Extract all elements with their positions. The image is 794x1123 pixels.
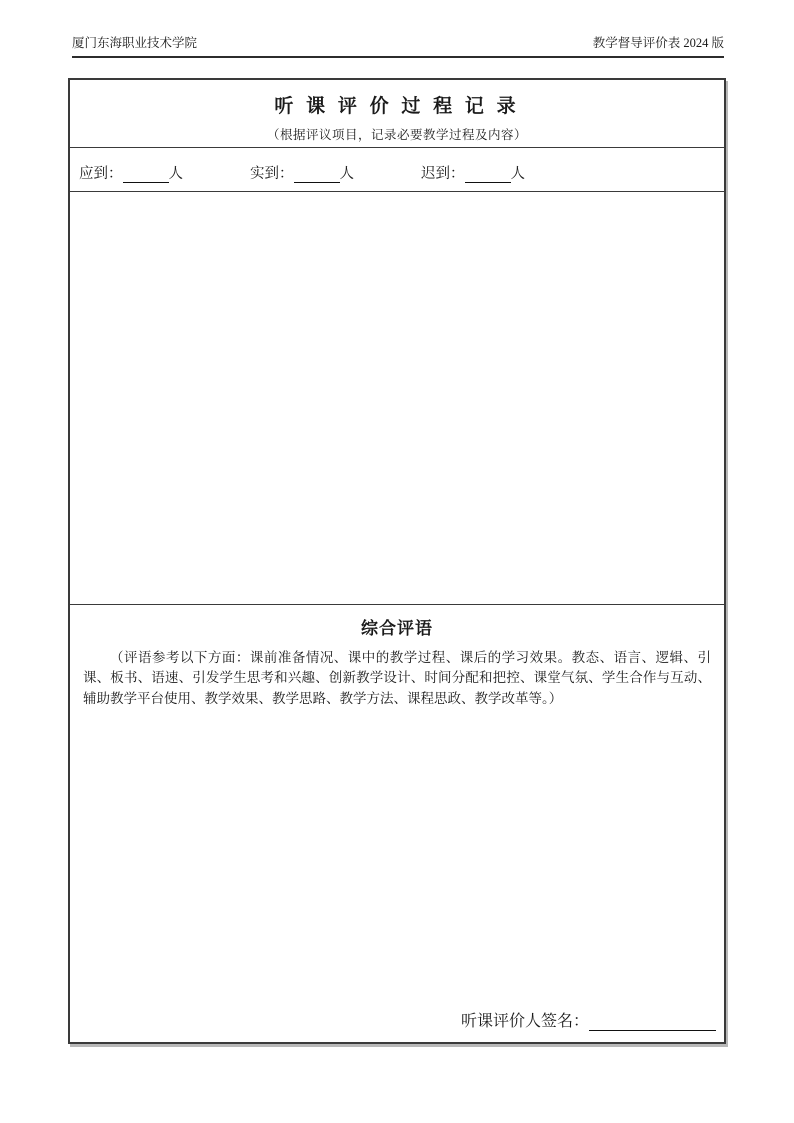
attendance-row <box>70 148 724 192</box>
form-subtitle: （根据评议项目，记录必要教学过程及内容） <box>266 128 527 142</box>
comments-title: 综合评语 <box>361 619 433 638</box>
page-header <box>72 33 724 58</box>
record-title-section <box>70 80 724 148</box>
expected-count-blank[interactable] <box>123 166 169 183</box>
signature-label: 听课评价人签名： <box>460 1013 589 1030</box>
actual-unit: 人 <box>339 166 354 182</box>
actual-label: 实到： <box>250 166 294 182</box>
comprehensive-comments-section <box>70 605 724 1042</box>
comments-guidance: （评语参考以下方面：课前准备情况、课中的教学过程、课后的学习效果。教态、语言、逻辑、引课、板书、语速、引发学生思考和兴趣、创新教学设计、时间分配和把控、课堂气氛、学生合作与互动、辅助教学平台使用、教学效果、教学思路、教学方法、课程思政、教学改革等。） <box>83 650 711 706</box>
signature-row <box>461 1008 716 1031</box>
process-record-area[interactable] <box>70 192 724 605</box>
expected-label: 应到： <box>79 166 123 182</box>
signature-blank[interactable] <box>589 1012 716 1031</box>
attendance-expected <box>79 162 183 183</box>
attendance-actual <box>250 162 354 183</box>
form-title: 听 课 评 价 过 程 记 录 <box>274 96 520 117</box>
actual-count-blank[interactable] <box>294 166 340 183</box>
late-unit: 人 <box>510 166 525 182</box>
evaluation-form-box <box>68 78 726 1044</box>
attendance-late <box>421 162 525 183</box>
late-count-blank[interactable] <box>465 166 511 183</box>
comments-fill-area[interactable] <box>70 725 724 992</box>
late-label: 迟到： <box>421 166 465 182</box>
school-name: 厦门东海职业技术学院 <box>72 36 198 50</box>
expected-unit: 人 <box>168 166 183 182</box>
form-version: 教学督导评价表 2024 版 <box>592 36 724 50</box>
